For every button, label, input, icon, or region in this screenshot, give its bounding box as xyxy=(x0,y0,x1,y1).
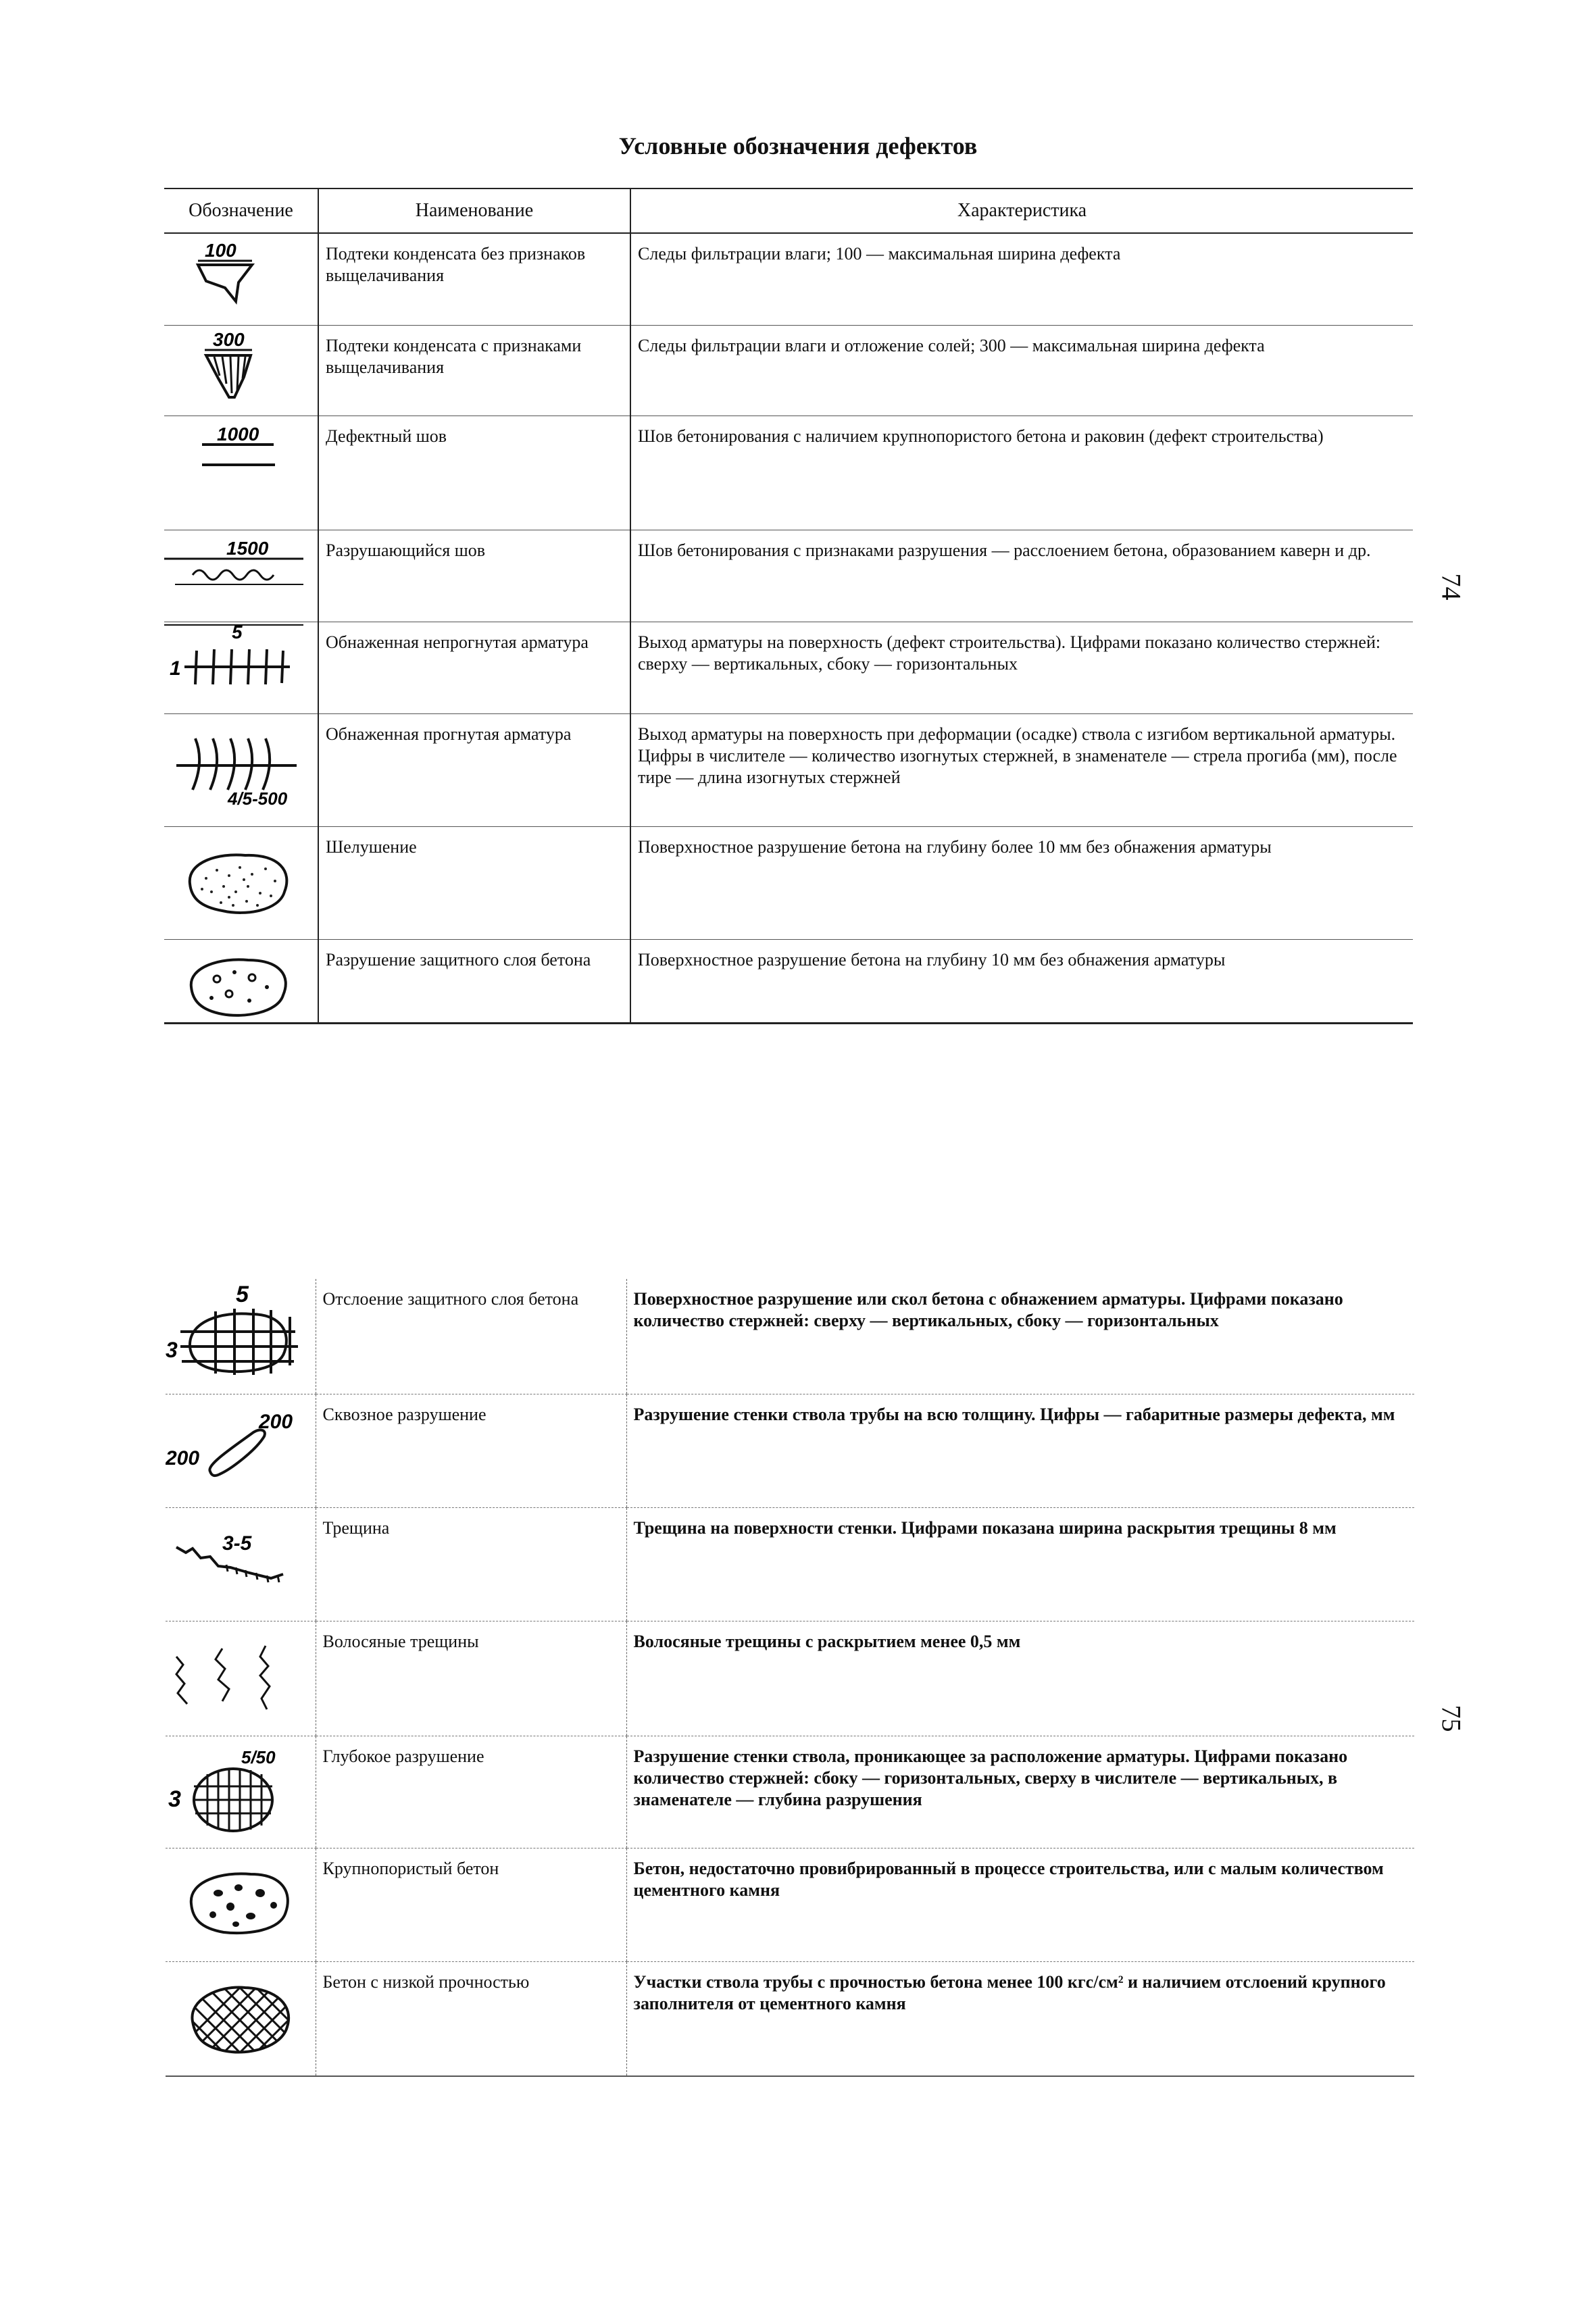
column-header-name: Наименование xyxy=(318,188,630,233)
table-cell-description: Выход арматуры на поверхность при деформации (осадке) ствола с изгибом вертикальной арматуры. Цифры в числителе — количество изогнутых стержней, в знаменателе — стрела прогиба (мм), после тире — длина изогнутых стержней xyxy=(630,713,1413,826)
svg-text:5/50: 5/50 xyxy=(241,1746,276,1767)
table-row xyxy=(166,1848,1414,1961)
table-cell-name: Подтеки конденсата с признаками выщелачивания xyxy=(318,325,630,416)
table-cell-description: Шов бетонирования с наличием крупнопористого бетона и раковин (дефект строительства) xyxy=(630,416,1413,530)
column-header-symbol: Обозначение xyxy=(164,188,318,233)
table-row xyxy=(166,1507,1414,1621)
exposed-bent-rebar-icon xyxy=(164,713,318,826)
table-cell-description: Шов бетонирования с признаками разрушения — расслоением бетона, образованием каверн и др. xyxy=(630,530,1413,622)
hairline-cracks-icon xyxy=(166,1621,316,1736)
table-cell-description: Поверхностное разрушение бетона на глубину более 10 мм без обнажения арматуры xyxy=(630,826,1413,939)
table-cell-description: Разрушение стенки ствола трубы на всю толщину. Цифры — габаритные размеры дефекта, мм xyxy=(626,1394,1414,1507)
table-row xyxy=(166,1961,1414,2076)
coarse-porous-concrete-icon xyxy=(166,1848,316,1961)
condensate-drip-icon xyxy=(164,233,318,325)
crack-icon xyxy=(166,1507,316,1621)
table-row xyxy=(164,826,1413,939)
table-cell-description: Разрушение стенки ствола, проникающее за расположение арматуры. Цифрами показано количество стержней: сбоку — горизонтальных, сверху в числителе — вертикальных, в знаменателе — глубина разрушения xyxy=(626,1736,1414,1848)
condensate-salt-drip-icon xyxy=(164,325,318,416)
defects-table-page-75 xyxy=(166,1279,1414,2077)
table-cell-description: Трещина на поверхности стенки. Цифрами показана ширина раскрытия трещины 8 мм xyxy=(626,1507,1414,1621)
table-row xyxy=(166,1394,1414,1507)
table-cell-name: Разрушение защитного слоя бетона xyxy=(318,939,630,1023)
table-cell-name: Трещина xyxy=(316,1507,626,1621)
svg-text:100: 100 xyxy=(205,240,236,261)
protective-layer-spalling-icon xyxy=(166,1279,316,1394)
table-row xyxy=(164,530,1413,622)
table-cell-name: Сквозное разрушение xyxy=(316,1394,626,1507)
table-row xyxy=(164,939,1413,1023)
table-cell-name: Шелушение xyxy=(318,826,630,939)
through-breach-icon xyxy=(166,1394,316,1507)
svg-text:3-5: 3-5 xyxy=(222,1532,252,1555)
table-cell-name: Волосяные трещины xyxy=(316,1621,626,1736)
table-cell-description: Участки ствола трубы с прочностью бетона менее 100 кгс/см² и наличием отслоений крупного заполнителя от цементного камня xyxy=(626,1961,1414,2076)
svg-text:200: 200 xyxy=(166,1447,200,1469)
table-cell-name: Обнаженная прогнутая арматура xyxy=(318,713,630,826)
page-title: Условные обозначения дефектов xyxy=(618,132,978,159)
svg-text:300: 300 xyxy=(213,328,245,350)
defective-seam-icon xyxy=(164,416,318,530)
table-header-row xyxy=(164,188,1413,233)
defects-table-page-74 xyxy=(164,188,1413,1024)
svg-text:1500: 1500 xyxy=(226,537,269,559)
svg-text:3: 3 xyxy=(166,1338,178,1362)
table-cell-description: Следы фильтрации влаги; 100 — максимальная ширина дефекта xyxy=(630,233,1413,325)
svg-text:3: 3 xyxy=(168,1786,181,1812)
table-row xyxy=(166,1736,1414,1848)
table-row xyxy=(166,1621,1414,1736)
table-cell-name: Отслоение защитного слоя бетона xyxy=(316,1279,626,1394)
table-cell-description: Следы фильтрации влаги и отложение солей; 300 — максимальная ширина дефекта xyxy=(630,325,1413,416)
table-cell-description: Выход арматуры на поверхность (дефект строительства). Цифрами показано количество стержней: сверху — вертикальных, сбоку — горизонтальных xyxy=(630,622,1413,713)
table-cell-description: Поверхностное разрушение или скол бетона с обнажением арматуры. Цифрами показано количество стержней: сверху — вертикальных, сбоку — горизонтальных xyxy=(626,1279,1414,1394)
exposed-straight-rebar-icon xyxy=(164,622,318,713)
table-row xyxy=(164,325,1413,416)
peeling-icon xyxy=(164,826,318,939)
svg-text:5: 5 xyxy=(232,622,243,643)
page-number-75: 75 xyxy=(1436,1705,1467,1732)
table-cell-name: Крупнопористый бетон xyxy=(316,1848,626,1961)
table-row xyxy=(166,1279,1414,1394)
svg-text:1000: 1000 xyxy=(217,423,259,445)
protective-layer-damage-icon xyxy=(164,939,318,1023)
svg-text:200: 200 xyxy=(259,1410,293,1433)
table-cell-description: Бетон, недостаточно провибрированный в процессе строительства, или с малым количеством цементного камня xyxy=(626,1848,1414,1961)
table-row xyxy=(164,713,1413,826)
table-row xyxy=(164,622,1413,713)
table-cell-description: Поверхностное разрушение бетона на глубину 10 мм без обнажения арматуры xyxy=(630,939,1413,1023)
column-header-description: Характеристика xyxy=(630,188,1413,233)
table-cell-name: Глубокое разрушение xyxy=(316,1736,626,1848)
table-cell-name: Подтеки конденсата без признаков выщелачивания xyxy=(318,233,630,325)
low-strength-concrete-icon xyxy=(166,1961,316,2076)
table-cell-name: Бетон с низкой прочностью xyxy=(316,1961,626,2076)
table-row xyxy=(164,416,1413,530)
table-cell-description: Волосяные трещины с раскрытием менее 0,5 мм xyxy=(626,1621,1414,1736)
table-row xyxy=(164,233,1413,325)
table-cell-name: Дефектный шов xyxy=(318,416,630,530)
collapsing-seam-icon xyxy=(164,530,318,622)
svg-text:5: 5 xyxy=(236,1282,249,1307)
page-number-74: 74 xyxy=(1436,573,1467,601)
table-cell-name: Разрушающийся шов xyxy=(318,530,630,622)
svg-text:1: 1 xyxy=(170,657,181,680)
deep-destruction-icon xyxy=(166,1736,316,1848)
svg-text:4/5-500: 4/5-500 xyxy=(228,788,288,809)
table-cell-name: Обнаженная непрогнутая арматура xyxy=(318,622,630,713)
